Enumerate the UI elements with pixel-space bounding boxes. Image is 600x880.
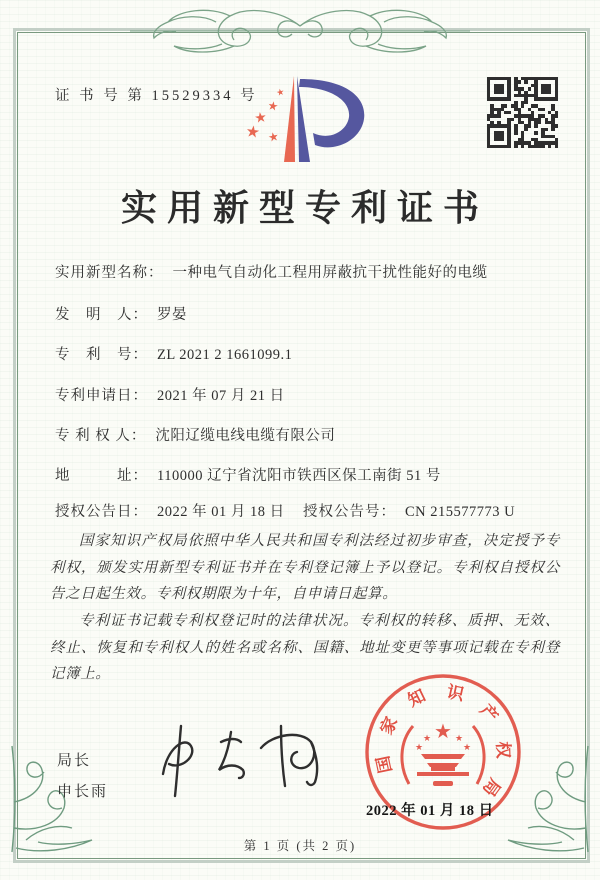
page-number: 第 1 页 (共 2 页): [243, 839, 357, 853]
signature-icon: [133, 714, 333, 809]
field-value: 2022 年 01 月 18 日: [157, 504, 285, 520]
svg-text:★: ★: [462, 743, 472, 753]
svg-text:★: ★: [266, 129, 281, 145]
svg-text:★: ★: [275, 87, 286, 99]
signer-title: 局长: [57, 753, 92, 769]
field-label: 授权公告日：: [55, 504, 148, 520]
certificate-title: 实用新型专利证书: [120, 188, 489, 228]
field-value: CN 215577773 U: [405, 504, 516, 520]
svg-text:★: ★: [422, 734, 432, 744]
legal-paragraph-1: 国家知识产权局依照中华人民共和国专利法经过初步审查，决定授予专利权，颁发实用新型专利证书并在专利登记簿上予以登记。专利权自授权公告之日起生效。专利权期限为十年，自申请日起算。: [50, 533, 560, 603]
field-label: 发 明 人：: [55, 307, 148, 323]
field-value: ZL 2021 2 1661099.1: [157, 347, 293, 363]
field-label: 专 利 号：: [55, 347, 148, 363]
field-pair-grant-number: [303, 500, 515, 521]
field-label: 实用新型名称：: [55, 265, 164, 281]
legal-paragraph-2: 专利证书记载专利权登记时的法律状况。专利权的转移、质押、无效、终止、恢复和专利权人的姓名或名称、国籍、地址变更等事项记载在专利登记簿上。: [50, 613, 560, 683]
svg-text:产: 产: [476, 700, 502, 727]
field-row-patentee: [55, 424, 335, 445]
svg-text:★: ★: [244, 121, 262, 142]
field-row-grant: [55, 500, 560, 521]
svg-text:权: 权: [493, 741, 513, 759]
field-row-name: [55, 261, 488, 282]
field-value: 110000 辽宁省沈阳市铁西区保工南街 51 号: [157, 468, 441, 484]
qr-code-icon: [487, 77, 558, 148]
field-label: 地 址：: [55, 468, 148, 484]
top-floral-flourish-icon: [130, 2, 470, 58]
signer-name: 申长雨: [57, 783, 109, 800]
svg-text:识: 识: [445, 682, 466, 705]
field-value: 2021 年 07 月 21 日: [157, 388, 285, 404]
svg-text:国: 国: [373, 754, 396, 775]
svg-text:局: 局: [478, 774, 505, 800]
field-label: 专利申请日：: [55, 388, 148, 404]
svg-text:★: ★: [253, 109, 268, 127]
field-row-address: [55, 464, 441, 485]
svg-text:家: 家: [376, 713, 402, 738]
certificate-number: 证 书 号 第 15529334 号: [55, 88, 258, 104]
national-emblem-icon: [402, 719, 484, 786]
svg-text:★: ★: [454, 734, 464, 744]
svg-text:★: ★: [434, 719, 452, 743]
field-row-filing-date: [55, 384, 285, 405]
seal-date: 2022 年 01 月 18 日: [366, 803, 494, 819]
cnipa-logo-icon: [233, 72, 383, 166]
svg-text:★: ★: [414, 743, 424, 753]
field-row-patent-number: [55, 343, 292, 364]
signer-block: [57, 746, 108, 808]
field-label: 授权公告号：: [303, 504, 396, 520]
svg-text:★: ★: [266, 98, 280, 114]
field-value: 沈阳辽缆电线电缆有限公司: [155, 428, 336, 444]
field-row-inventor: [55, 303, 187, 324]
field-value: 一种电气自动化工程用屏蔽抗干扰性能好的电缆: [172, 265, 488, 281]
field-label: 专 利 权 人：: [55, 428, 147, 444]
svg-text:知: 知: [404, 685, 429, 711]
field-value: 罗晏: [157, 307, 187, 323]
